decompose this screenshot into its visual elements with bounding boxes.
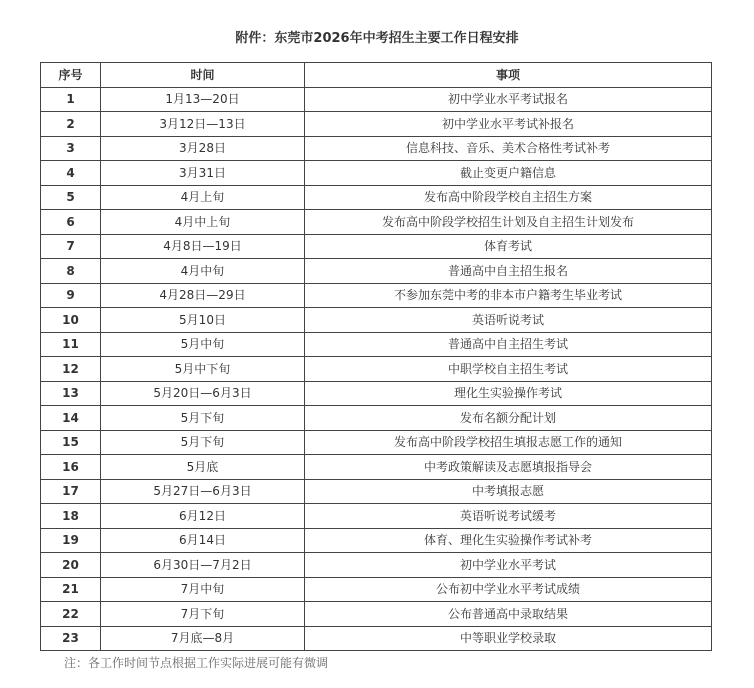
row-item-cell: 公布普通高中录取结果 [305, 602, 712, 627]
table-row [41, 234, 712, 259]
row-number-cell: 15 [41, 430, 101, 455]
table-row [41, 577, 712, 602]
table-body [41, 87, 712, 651]
row-time-cell: 4月28日—29日 [101, 283, 305, 308]
header-row [41, 63, 712, 88]
row-time-cell: 4月中上旬 [101, 210, 305, 235]
table-row [41, 528, 712, 553]
footnote: 注：各工作时间节点根据工作实际进展可能有微调 [64, 656, 329, 670]
row-item-cell: 发布高中阶段学校招生填报志愿工作的通知 [305, 430, 712, 455]
row-item-cell: 截止变更户籍信息 [305, 161, 712, 186]
row-number-cell: 8 [41, 259, 101, 284]
table-row [41, 357, 712, 382]
table-row [41, 308, 712, 333]
table-row [41, 406, 712, 431]
schedule-table [40, 62, 712, 651]
row-number-cell: 5 [41, 185, 101, 210]
row-time-cell: 5月底 [101, 455, 305, 480]
table-row [41, 332, 712, 357]
table-row [41, 626, 712, 651]
row-time-cell: 4月中旬 [101, 259, 305, 284]
table-row [41, 504, 712, 529]
row-item-cell: 中考政策解读及志愿填报指导会 [305, 455, 712, 480]
row-number-cell: 12 [41, 357, 101, 382]
table-row [41, 283, 712, 308]
table-row [41, 553, 712, 578]
table-row [41, 430, 712, 455]
row-item-cell: 普通高中自主招生报名 [305, 259, 712, 284]
table-row [41, 210, 712, 235]
row-number-cell: 14 [41, 406, 101, 431]
row-number-cell: 23 [41, 626, 101, 651]
row-number-cell: 10 [41, 308, 101, 333]
table-row [41, 87, 712, 112]
table-row [41, 259, 712, 284]
row-time-cell: 7月下旬 [101, 602, 305, 627]
row-item-cell: 不参加东莞中考的非本市户籍考生毕业考试 [305, 283, 712, 308]
row-item-cell: 初中学业水平考试补报名 [305, 112, 712, 137]
row-time-cell: 3月28日 [101, 136, 305, 161]
row-time-cell: 7月中旬 [101, 577, 305, 602]
row-item-cell: 英语听说考试 [305, 308, 712, 333]
table-row [41, 381, 712, 406]
row-time-cell: 1月13—20日 [101, 87, 305, 112]
row-time-cell: 5月27日—6月3日 [101, 479, 305, 504]
row-item-cell: 中职学校自主招生考试 [305, 357, 712, 382]
row-time-cell: 6月30日—7月2日 [101, 553, 305, 578]
table-row [41, 602, 712, 627]
row-time-cell: 4月上旬 [101, 185, 305, 210]
row-item-cell: 初中学业水平考试报名 [305, 87, 712, 112]
row-time-cell: 7月底—8月 [101, 626, 305, 651]
row-number-cell: 3 [41, 136, 101, 161]
row-time-cell: 4月8日—19日 [101, 234, 305, 259]
table-row [41, 455, 712, 480]
row-item-cell: 中等职业学校录取 [305, 626, 712, 651]
row-number-cell: 1 [41, 87, 101, 112]
table-row [41, 136, 712, 161]
row-number-cell: 22 [41, 602, 101, 627]
row-number-cell: 11 [41, 332, 101, 357]
row-number-cell: 18 [41, 504, 101, 529]
row-number-cell: 6 [41, 210, 101, 235]
row-number-cell: 4 [41, 161, 101, 186]
row-item-cell: 中考填报志愿 [305, 479, 712, 504]
row-item-cell: 发布高中阶段学校自主招生方案 [305, 185, 712, 210]
table-row [41, 185, 712, 210]
row-number-cell: 16 [41, 455, 101, 480]
row-time-cell: 5月下旬 [101, 430, 305, 455]
row-time-cell: 6月14日 [101, 528, 305, 553]
table-row [41, 161, 712, 186]
row-number-cell: 2 [41, 112, 101, 137]
row-item-cell: 体育、理化生实验操作考试补考 [305, 528, 712, 553]
row-item-cell: 信息科技、音乐、美术合格性考试补考 [305, 136, 712, 161]
document-title: 附件：东莞市2026年中考招生主要工作日程安排 [235, 31, 519, 46]
row-item-cell: 普通高中自主招生考试 [305, 332, 712, 357]
row-number-cell: 20 [41, 553, 101, 578]
row-item-cell: 英语听说考试缓考 [305, 504, 712, 529]
row-time-cell: 5月10日 [101, 308, 305, 333]
header-item: 事项 [305, 63, 712, 88]
table-row [41, 112, 712, 137]
row-time-cell: 5月下旬 [101, 406, 305, 431]
row-number-cell: 7 [41, 234, 101, 259]
row-item-cell: 发布名额分配计划 [305, 406, 712, 431]
row-time-cell: 5月中下旬 [101, 357, 305, 382]
row-time-cell: 3月31日 [101, 161, 305, 186]
row-item-cell: 发布高中阶段学校招生计划及自主招生计划发布 [305, 210, 712, 235]
row-number-cell: 9 [41, 283, 101, 308]
table-header [41, 63, 712, 88]
row-number-cell: 13 [41, 381, 101, 406]
table-row [41, 479, 712, 504]
row-time-cell: 5月中旬 [101, 332, 305, 357]
row-number-cell: 19 [41, 528, 101, 553]
row-item-cell: 公布初中学业水平考试成绩 [305, 577, 712, 602]
header-time: 时间 [101, 63, 305, 88]
row-item-cell: 体育考试 [305, 234, 712, 259]
row-time-cell: 3月12日—13日 [101, 112, 305, 137]
row-number-cell: 17 [41, 479, 101, 504]
row-item-cell: 理化生实验操作考试 [305, 381, 712, 406]
row-item-cell: 初中学业水平考试 [305, 553, 712, 578]
row-time-cell: 5月20日—6月3日 [101, 381, 305, 406]
row-time-cell: 6月12日 [101, 504, 305, 529]
header-no: 序号 [41, 63, 101, 88]
row-number-cell: 21 [41, 577, 101, 602]
